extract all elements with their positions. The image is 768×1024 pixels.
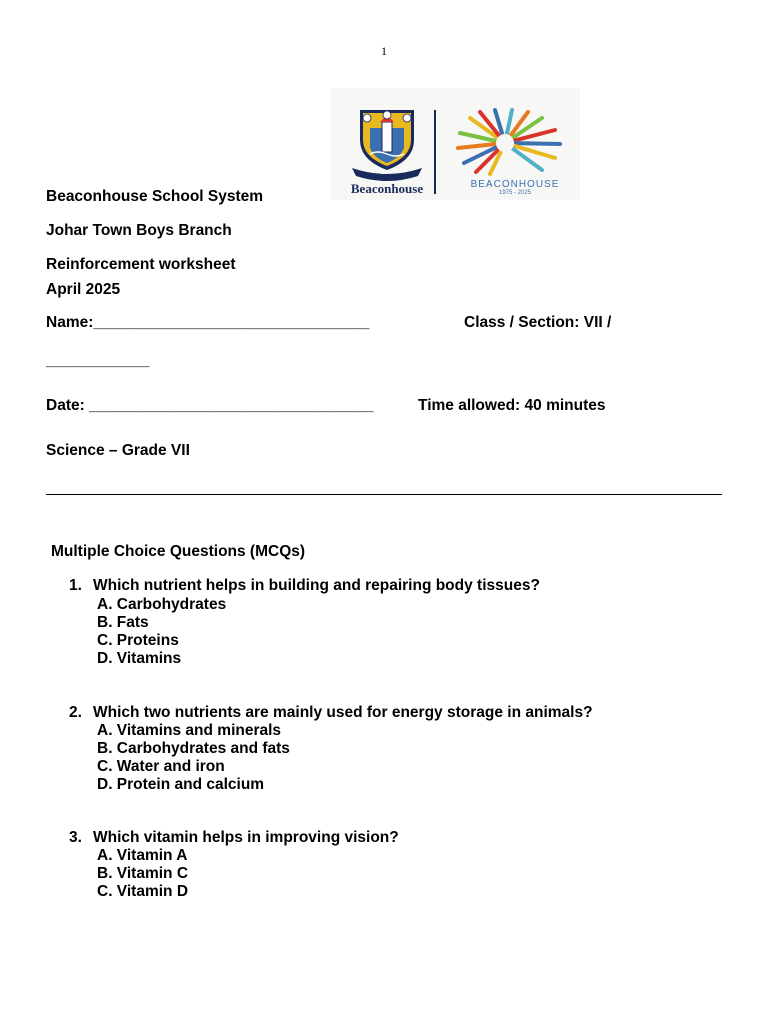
- question-text: Which nutrient helps in building and repairing body tissues?: [93, 577, 540, 594]
- option: D. Protein and calcium: [97, 776, 265, 793]
- logo-anniversary-years: 1975 - 2025: [498, 190, 532, 196]
- option: C. Water and iron: [97, 758, 225, 775]
- option: D. Vitamins: [97, 650, 182, 667]
- option: A. Carbohydrates: [97, 596, 227, 613]
- header-divider: [46, 494, 722, 495]
- logo-anniversary-name: BEACONHOUSE: [470, 179, 560, 190]
- time-allowed: Time allowed: 40 minutes: [418, 397, 606, 414]
- question-number: 2.: [69, 704, 82, 721]
- page-number: 1: [381, 44, 387, 58]
- question-number: 1.: [69, 577, 82, 594]
- section-title: Multiple Choice Questions (MCQs): [51, 543, 306, 560]
- school-name: Beaconhouse School System: [46, 188, 264, 205]
- option: C. Vitamin D: [97, 883, 189, 900]
- question-1: [69, 577, 540, 595]
- worksheet-month: April 2025: [46, 281, 121, 298]
- name-field: Name:________________________________: [46, 314, 370, 331]
- option: A. Vitamins and minerals: [97, 722, 282, 739]
- option: B. Carbohydrates and fats: [97, 740, 290, 757]
- option: A. Vitamin A: [97, 847, 188, 864]
- worksheet-title: Reinforcement worksheet: [46, 256, 236, 273]
- class-section-blank: ____________: [46, 352, 150, 369]
- branch-name: Johar Town Boys Branch: [46, 222, 232, 239]
- question-text: Which vitamin helps in improving vision?: [93, 829, 399, 846]
- option: B. Vitamin C: [97, 865, 189, 882]
- class-section-field: Class / Section: VII /: [464, 314, 612, 331]
- school-logo: [330, 88, 580, 200]
- logo-brand-name: Beaconhouse: [350, 181, 424, 196]
- question-number: 3.: [69, 829, 82, 846]
- option: C. Proteins: [97, 632, 179, 649]
- question-text: Which two nutrients are mainly used for energy storage in animals?: [93, 704, 593, 721]
- question-3: [69, 829, 399, 847]
- subject-grade: Science – Grade VII: [46, 442, 190, 459]
- option: B. Fats: [97, 614, 149, 631]
- date-field: Date: _________________________________: [46, 397, 374, 414]
- question-2: [69, 704, 593, 722]
